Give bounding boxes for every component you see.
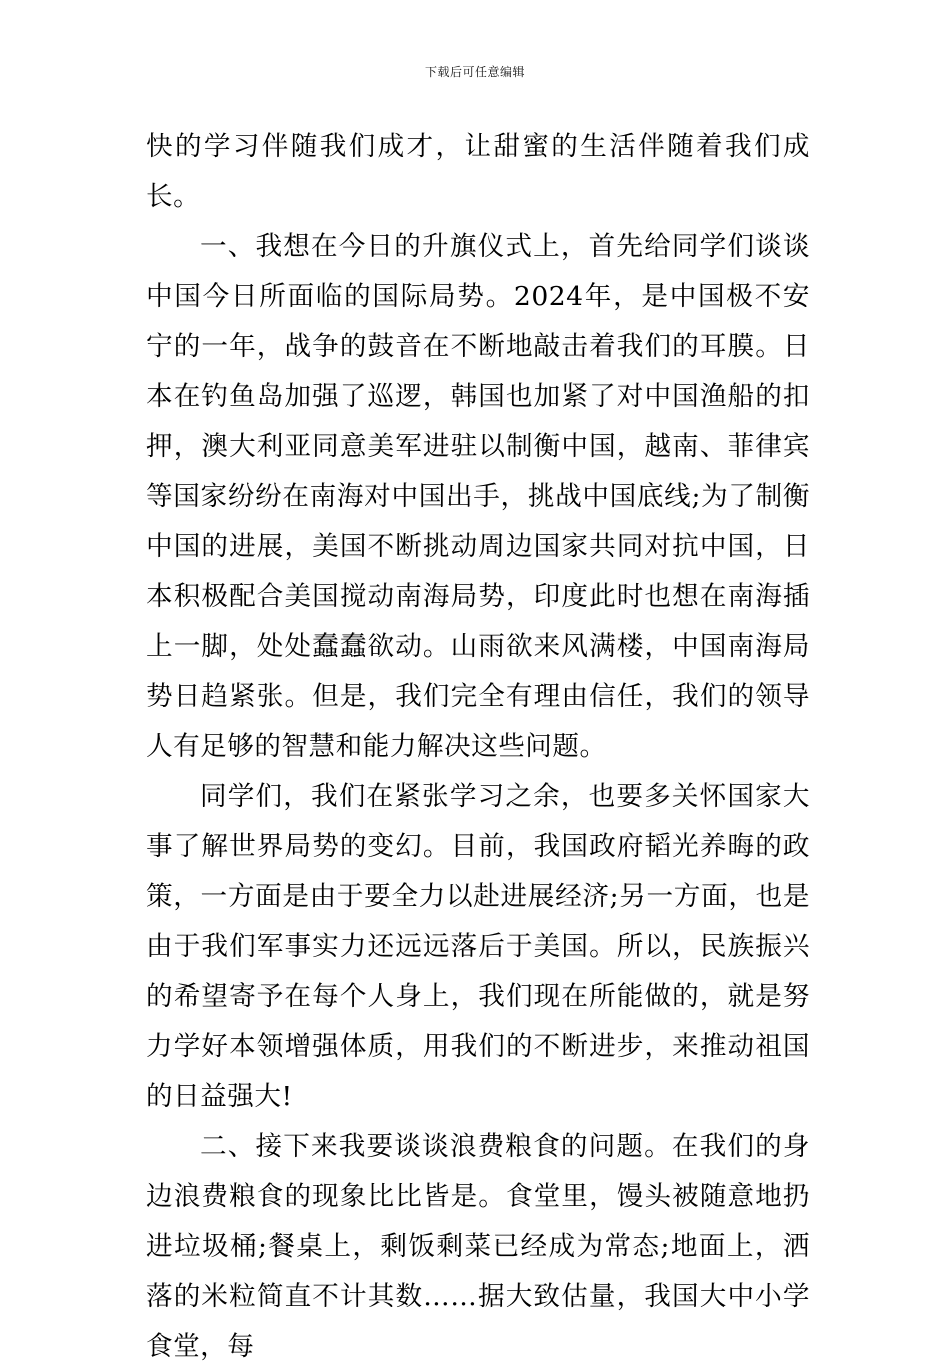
document-body bbox=[146, 122, 810, 1372]
paragraph-international-situation: 一、我想在今日的升旗仪式上，首先给同学们谈谈中国今日所面临的国际局势。2024年，是中国极不安宁的一年，战争的鼓音在不断地敲击着我们的耳膜。日本在钓鱼岛加强了巡逻，韩国也加紧了对中国渔船的扣押，澳大利亚同意美军进驻以制衡中国，越南、菲律宾等国家纷纷在南海对中国出手，挑战中国底线;为了制衡中国的进展，美国不断挑动周边国家共同对抗中国，日本积极配合美国搅动南海局势，印度此时也想在南海插上一脚，处处蠢蠢欲动。山雨欲来风满楼，中国南海局势日趋紧张。但是，我们完全有理由信任，我们的领导人有足够的智慧和能力解决这些问题。 bbox=[146, 231, 810, 762]
paragraph-food-waste: 二、接下来我要谈谈浪费粮食的问题。在我们的身边浪费粮食的现象比比皆是。食堂里，馒头被随意地扔进垃圾桶;餐桌上，剩饭剩菜已经成为常态;地面上，洒落的米粒简直不计其数……据大致估量，我国大中小学食堂，每 bbox=[146, 1131, 810, 1362]
paragraph-continuation: 快的学习伴随我们成才，让甜蜜的生活伴随着我们成长。 bbox=[146, 131, 810, 212]
paragraph-national-affairs: 同学们，我们在紧张学习之余，也要多关怀国家大事了解世界局势的变幻。目前，我国政府韬光养晦的政策，一方面是由于要全力以赴进展经济;另一方面，也是由于我们军事实力还远远落后于美国。所以，民族振兴的希望寄予在每个人身上，我们现在所能做的，就是努力学好本领增强体质，用我们的不断进步，来推动祖国的日益强大! bbox=[146, 781, 810, 1112]
page-header-note: 下载后可任意编辑 bbox=[424, 65, 525, 79]
